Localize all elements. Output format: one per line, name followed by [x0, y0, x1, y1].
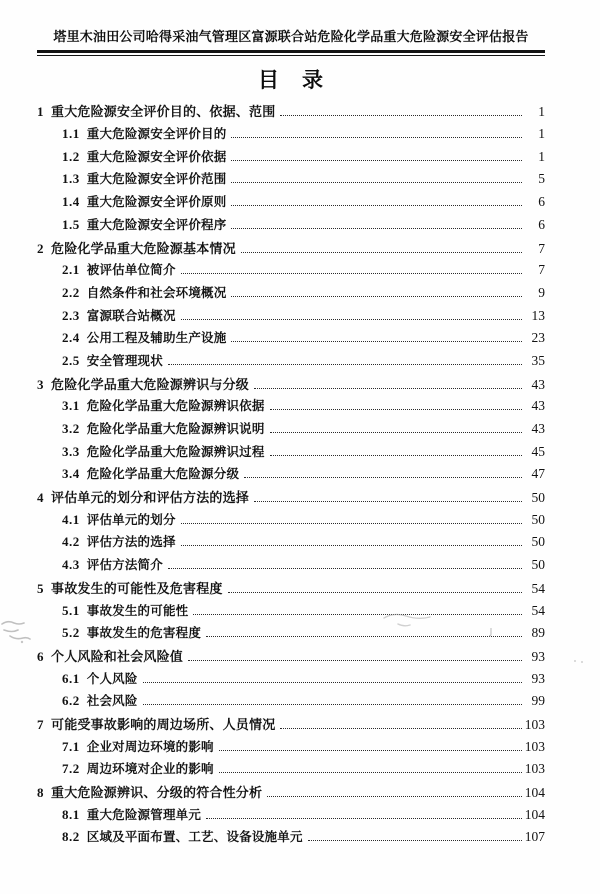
toc-entry-page-number: 54 [531, 602, 545, 618]
page-title: 目 录 [258, 69, 324, 93]
toc-entry-page-number: 99 [531, 693, 545, 709]
toc-entry-page-number: 47 [531, 466, 545, 482]
toc-entry-number: 8.2 [62, 829, 80, 845]
toc-entry [37, 419, 545, 442]
toc-entry-page-number: 93 [531, 670, 545, 686]
toc-entry-number: 3.3 [62, 443, 80, 459]
toc-entry-number: 7.2 [62, 761, 80, 777]
toc-entry-label: 评估方法简介 [86, 558, 163, 573]
toc-entry [37, 238, 545, 261]
toc-entry-number: 5.1 [62, 602, 80, 618]
toc-entry-page-number: 23 [531, 330, 545, 346]
toc-entry-page-number: 1 [538, 126, 545, 142]
toc-entry [37, 623, 545, 646]
toc-entry-number: 2.5 [62, 352, 80, 368]
toc-entry [37, 487, 545, 510]
dot-leader [219, 750, 522, 751]
toc-entry-label: 评估单元的划分和评估方法的选择 [51, 490, 250, 506]
toc-entry-number: 4.2 [62, 534, 80, 550]
toc-entry-label: 重大危险源安全评价范围 [86, 172, 227, 187]
toc-entry [37, 691, 545, 714]
toc-entry-page-number: 35 [531, 352, 545, 368]
dot-leader [181, 273, 522, 274]
header-rule [37, 50, 545, 56]
toc-entry-page-number: 9 [538, 284, 545, 300]
toc-entry-number: 1 [37, 104, 44, 120]
dot-leader [231, 205, 522, 206]
toc-entry-label: 重大危险源安全评价程序 [86, 217, 227, 232]
toc-entry-label: 安全管理现状 [86, 353, 163, 368]
dot-leader [181, 319, 522, 320]
toc-entry-page-number: 103 [524, 761, 545, 777]
toc-entry-page-number: 50 [531, 511, 545, 527]
toc-entry [37, 101, 545, 124]
toc-entry [37, 374, 545, 397]
toc-entry [37, 827, 545, 850]
toc-entry [37, 442, 545, 465]
toc-entry-label: 重大危险源安全评价原则 [86, 195, 227, 210]
toc-entry [37, 601, 545, 624]
dot-leader [280, 115, 522, 116]
report-title-header: 塔里木油田公司哈得采油气管理区富源联合站危险化学品重大危险源安全评估报告 [53, 29, 529, 44]
toc-entry-number: 5.2 [62, 625, 80, 641]
toc-entry-label: 企业对周边环境的影响 [86, 739, 214, 754]
toc-entry-number: 6 [37, 648, 44, 664]
toc-entry-label: 事故发生的可能性及危害程度 [51, 580, 223, 596]
toc-entry-page-number: 13 [531, 307, 545, 323]
dot-leader [143, 704, 522, 705]
dot-leader [280, 728, 521, 729]
toc-entry-page-number: 50 [531, 490, 545, 506]
toc-entry-number: 3.1 [62, 398, 80, 414]
toc-entry-page-number: 1 [538, 104, 545, 120]
toc-entry [37, 464, 545, 487]
toc-entry-label: 被评估单位简介 [86, 263, 176, 278]
toc-entry [37, 147, 545, 170]
dot-leader [231, 341, 522, 342]
toc-entry-label: 重大危险源安全评价目的 [86, 127, 227, 142]
dot-leader [168, 568, 522, 569]
dot-leader [168, 364, 522, 365]
toc-entry-number: 4.3 [62, 557, 80, 573]
toc-entry-label: 重大危险源辨识、分级的符合性分析 [51, 785, 263, 801]
toc-entry-number: 8.1 [62, 806, 80, 822]
toc-entry-page-number: 1 [538, 148, 545, 164]
dot-leader [231, 296, 522, 297]
toc-entry-number: 3.2 [62, 421, 80, 437]
toc-entry-number: 6.1 [62, 670, 80, 686]
toc-entry [37, 328, 545, 351]
toc-entry [37, 646, 545, 669]
toc-entry-label: 危险化学品重大危险源辨识说明 [86, 422, 265, 437]
toc-entry-page-number: 6 [538, 216, 545, 232]
toc-entry-number: 3 [37, 376, 44, 392]
toc-entry-label: 评估方法的选择 [86, 535, 176, 550]
toc-entry [37, 714, 545, 737]
scan-artifact [572, 658, 586, 664]
toc-entry-page-number: 54 [531, 580, 545, 596]
toc-entry-number: 6.2 [62, 693, 80, 709]
dot-leader [231, 228, 522, 229]
dot-leader [254, 388, 522, 389]
toc-entry-label: 富源联合站概况 [86, 308, 176, 323]
dot-leader [181, 523, 522, 524]
toc-entry-number: 2.2 [62, 284, 80, 300]
dot-leader [206, 818, 522, 819]
dot-leader [231, 182, 522, 183]
dot-leader [231, 137, 522, 138]
toc-entry-page-number: 50 [531, 557, 545, 573]
toc-entry [37, 396, 545, 419]
toc-entry [37, 669, 545, 692]
toc-entry [37, 759, 545, 782]
toc-entry [37, 805, 545, 828]
toc-entry-label: 个人风险和社会风险值 [51, 648, 184, 664]
dot-leader [193, 614, 522, 615]
toc-entry-number: 1.3 [62, 171, 80, 187]
toc-entry-label: 自然条件和社会环境概况 [86, 285, 227, 300]
toc-entry [37, 215, 545, 238]
toc-entry-number: 2.4 [62, 330, 80, 346]
toc-entry-page-number: 50 [531, 534, 545, 550]
dot-leader [143, 682, 522, 683]
toc-entry-number: 4.1 [62, 511, 80, 527]
toc-entry-page-number: 103 [524, 738, 545, 754]
toc-entry [37, 192, 545, 215]
toc-entry-number: 2.3 [62, 307, 80, 323]
toc-entry [37, 351, 545, 374]
toc-entry-page-number: 43 [531, 376, 545, 392]
toc-entry-page-number: 6 [538, 194, 545, 210]
dot-leader [308, 840, 522, 841]
toc-entry [37, 283, 545, 306]
dot-leader [267, 796, 522, 797]
toc-entry-label: 重大危险源安全评价依据 [86, 149, 227, 164]
toc-entry-page-number: 93 [531, 648, 545, 664]
toc-entry [37, 169, 545, 192]
toc-entry-number: 1.5 [62, 216, 80, 232]
toc-entry [37, 782, 545, 805]
toc-entry [37, 510, 545, 533]
toc-entry-number: 7.1 [62, 738, 80, 754]
toc-entry-label: 危险化学品重大危险源分级 [86, 467, 240, 482]
toc-entry-label: 可能受事故影响的周边场所、人员情况 [51, 716, 276, 732]
dot-leader [231, 160, 522, 161]
toc-entry [37, 737, 545, 760]
toc-entry [37, 306, 545, 329]
toc-entry-page-number: 45 [531, 443, 545, 459]
dot-leader [244, 477, 522, 478]
dot-leader [219, 772, 522, 773]
toc-entry-number: 1.2 [62, 148, 80, 164]
toc-entry-label: 重大危险源安全评价目的、依据、范围 [51, 104, 276, 120]
toc-entry [37, 260, 545, 283]
toc-list [37, 101, 545, 850]
scan-artifact [0, 616, 40, 650]
toc-entry-page-number: 7 [538, 262, 545, 278]
toc-entry-number: 2.1 [62, 262, 80, 278]
toc-entry-label: 周边环境对企业的影响 [86, 762, 214, 777]
toc-entry-number: 1.4 [62, 194, 80, 210]
toc-entry-number: 4 [37, 490, 44, 506]
toc-entry-label: 公用工程及辅助生产设施 [86, 331, 227, 346]
toc-entry-page-number: 104 [524, 806, 545, 822]
toc-entry-page-number: 5 [538, 171, 545, 187]
toc-entry-label: 重大危险源管理单元 [86, 807, 202, 822]
dot-leader [188, 660, 522, 661]
toc-entry-number: 8 [37, 785, 44, 801]
toc-entry [37, 555, 545, 578]
dot-leader [270, 455, 522, 456]
dot-leader [206, 636, 522, 637]
dot-leader [241, 252, 522, 253]
toc-entry-label: 危险化学品重大危险源基本情况 [51, 240, 236, 256]
toc-entry-label: 评估单元的划分 [86, 512, 176, 527]
toc-entry-label: 事故发生的危害程度 [86, 626, 202, 641]
toc-entry-page-number: 107 [524, 829, 545, 845]
toc-entry-page-number: 89 [531, 625, 545, 641]
toc-entry-number: 3.4 [62, 466, 80, 482]
toc-entry-label: 危险化学品重大危险源辨识与分级 [51, 376, 250, 392]
toc-entry-number: 2 [37, 240, 44, 256]
toc-entry-label: 事故发生的可能性 [86, 603, 189, 618]
toc-entry [37, 578, 545, 601]
toc-entry-label: 社会风险 [86, 694, 138, 709]
toc-entry-page-number: 7 [538, 240, 545, 256]
dot-leader [228, 592, 522, 593]
toc-entry-label: 危险化学品重大危险源辨识依据 [86, 399, 265, 414]
dot-leader [270, 432, 522, 433]
toc-entry-label: 个人风险 [86, 671, 138, 686]
toc-entry [37, 532, 545, 555]
toc-entry-page-number: 43 [531, 398, 545, 414]
dot-leader [270, 409, 522, 410]
toc-entry-label: 危险化学品重大危险源辨识过程 [86, 444, 265, 459]
toc-entry-number: 5 [37, 580, 44, 596]
dot-leader [254, 501, 522, 502]
toc-entry-page-number: 103 [524, 716, 545, 732]
dot-leader [181, 545, 522, 546]
toc-entry-number: 7 [37, 716, 44, 732]
toc-entry-page-number: 104 [524, 785, 545, 801]
toc-entry-page-number: 43 [531, 421, 545, 437]
toc-entry [37, 124, 545, 147]
toc-entry-number: 1.1 [62, 126, 80, 142]
toc-entry-label: 区域及平面布置、工艺、设备设施单元 [86, 830, 303, 845]
